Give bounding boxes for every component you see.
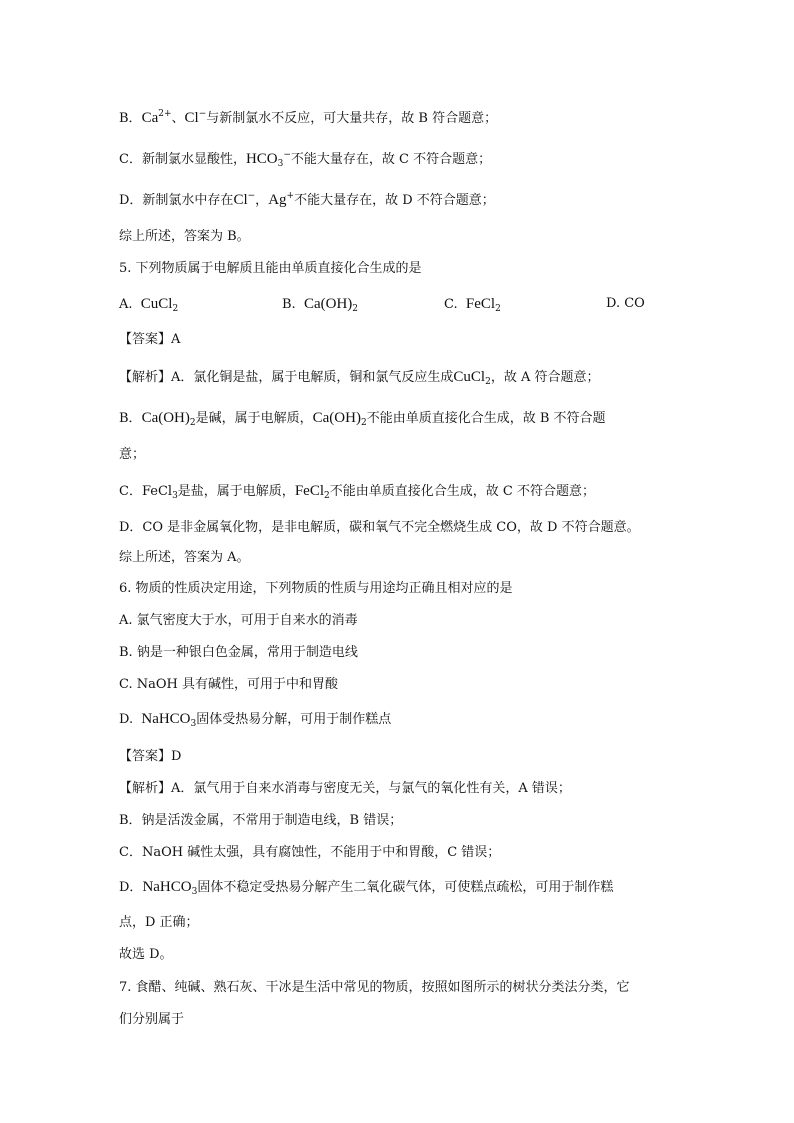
formula-ag: Ag [268,192,287,208]
text: B． [119,111,142,126]
formula: Ca(OH) [141,410,190,426]
q6-conclusion: 故选 D。 [119,947,173,962]
formula: CuCl [140,296,173,312]
superscript: 2+ [158,109,172,119]
text: 不能大量存在，故 D 不符合题意； [294,193,495,208]
q7-stem-line1: 7. 食醋、纯碱、熟石灰、干冰是生活中常见的物质，按照如图所示的树状分类法分类，它 [119,980,630,995]
subscript: 3 [190,719,197,729]
formula: Ca(OH) [312,410,361,426]
formula: NaHCO [142,879,192,895]
superscript: − [198,109,207,119]
text: ，故 A 符合题意； [490,370,600,385]
subscript: 3 [277,159,284,169]
subscript: 2 [485,377,491,387]
q4-option-b-explanation [119,109,497,128]
text: 固体不稳定受热易分解产生二氧化碳气体，可使糕点疏松，可用于制作糕 [197,880,614,895]
text: ， [255,193,269,208]
subscript: 3 [172,491,178,501]
q6-explanation-a: 【解析】A．氯气用于自来水消毒与密度无关，与氯气的氧化性有关，A 错误； [119,781,571,796]
formula-cl: Cl [184,110,199,126]
q5-explanation-a [119,368,599,387]
text: D．新制氯水中存在 [119,193,234,208]
superscript: − [283,150,291,160]
text: C．FeCl [119,484,173,499]
q5-answer: 【答案】A [119,332,181,347]
option-label: D. [119,712,134,727]
q7-stem-line2: 们分别属于 [119,1012,185,1027]
q6-stem: 6. 物质的性质决定用途，下列物质的性质与用途均正确且相对应的是 [119,581,513,596]
subscript: 3 [191,887,198,897]
text: C．新制氯水显酸性， [119,152,246,167]
q6-explanation-b: B．钠是活泼金属，不常用于制造电线，B 错误； [119,813,403,828]
q6-option-c: C. NaOH 具有碱性，可用于中和胃酸 [119,677,339,692]
text: 固体受热易分解，可用于制作糕点 [196,712,392,727]
formula-hco3: HCO [245,151,278,167]
text: 不能由单质直接化合生成，故 B 不符合题 [366,411,606,426]
option-label: B. [282,297,296,312]
q6-answer: 【答案】D [119,749,182,764]
q5-explanation-c [119,482,595,501]
q6-option-b: B. 钠是一种银白色金属，常用于制造电线 [119,645,358,660]
formula: Ca(OH) [303,296,353,312]
text: 不能大量存在，故 C 不符合题意； [290,152,492,167]
text: 是盐，属于电解质， [177,484,295,499]
text: 、 [171,111,185,126]
q5-explanation-b-continued: 意； [119,447,146,462]
q5-stem: 5. 下列物质属于电解质且能由单质直接化合生成的是 [119,261,422,276]
q6-option-a: A. 氯气密度大于水，可用于自来水的消毒 [119,613,358,628]
q5-option-d: D. CO [606,296,645,311]
q5-option-c [444,295,501,314]
text: D． [119,880,143,895]
q5-option-a [119,295,178,314]
option-label: A. [119,297,133,312]
subscript: 2 [495,304,501,314]
superscript: − [247,191,256,201]
subscript: 2 [189,418,196,428]
formula: CuCl [453,369,486,385]
q6-option-d [119,710,391,729]
subscript: 2 [172,304,179,314]
q4-summary: 综上所述，答案为 B。 [119,229,250,244]
q4-option-d-explanation [119,191,495,210]
text: 【解析】A．氯化铜是盐，属于电解质，铜和氯气反应生成 [119,370,454,385]
q6-explanation-d-continued: 点，D 正确； [119,915,199,930]
formula-ca: Ca [141,110,159,126]
formula: FeCl [294,483,324,499]
q5-summary: 综上所述，答案为 A。 [119,550,250,565]
formula: FeCl [465,296,496,312]
q5-explanation-b [119,409,606,428]
q6-explanation-d [119,878,613,897]
text: 与新制氯水不反应，可大量共存，故 B 符合题意； [206,111,498,126]
q5-explanation-d: D．CO 是非金属氧化物，是非电解质，碳和氧气不完全燃烧生成 CO，故 D 不符合题意。 [119,520,640,535]
formula: NaHCO [141,711,191,727]
subscript: 2 [360,418,367,428]
text: 是碱，属于电解质， [195,411,313,426]
subscript: 2 [352,304,359,314]
subscript: 2 [324,491,330,501]
text: 不能由单质直接化合生成，故 C 不符合题意； [329,484,595,499]
superscript: + [286,191,295,201]
formula-cl: Cl [233,192,248,208]
q6-explanation-c: C．NaOH 碱性太强，具有腐蚀性，不能用于中和胃酸，C 错误； [119,845,501,860]
text: B． [119,411,142,426]
q4-option-c-explanation [119,150,491,169]
q5-option-b [282,295,358,314]
option-label: C. [444,297,458,312]
